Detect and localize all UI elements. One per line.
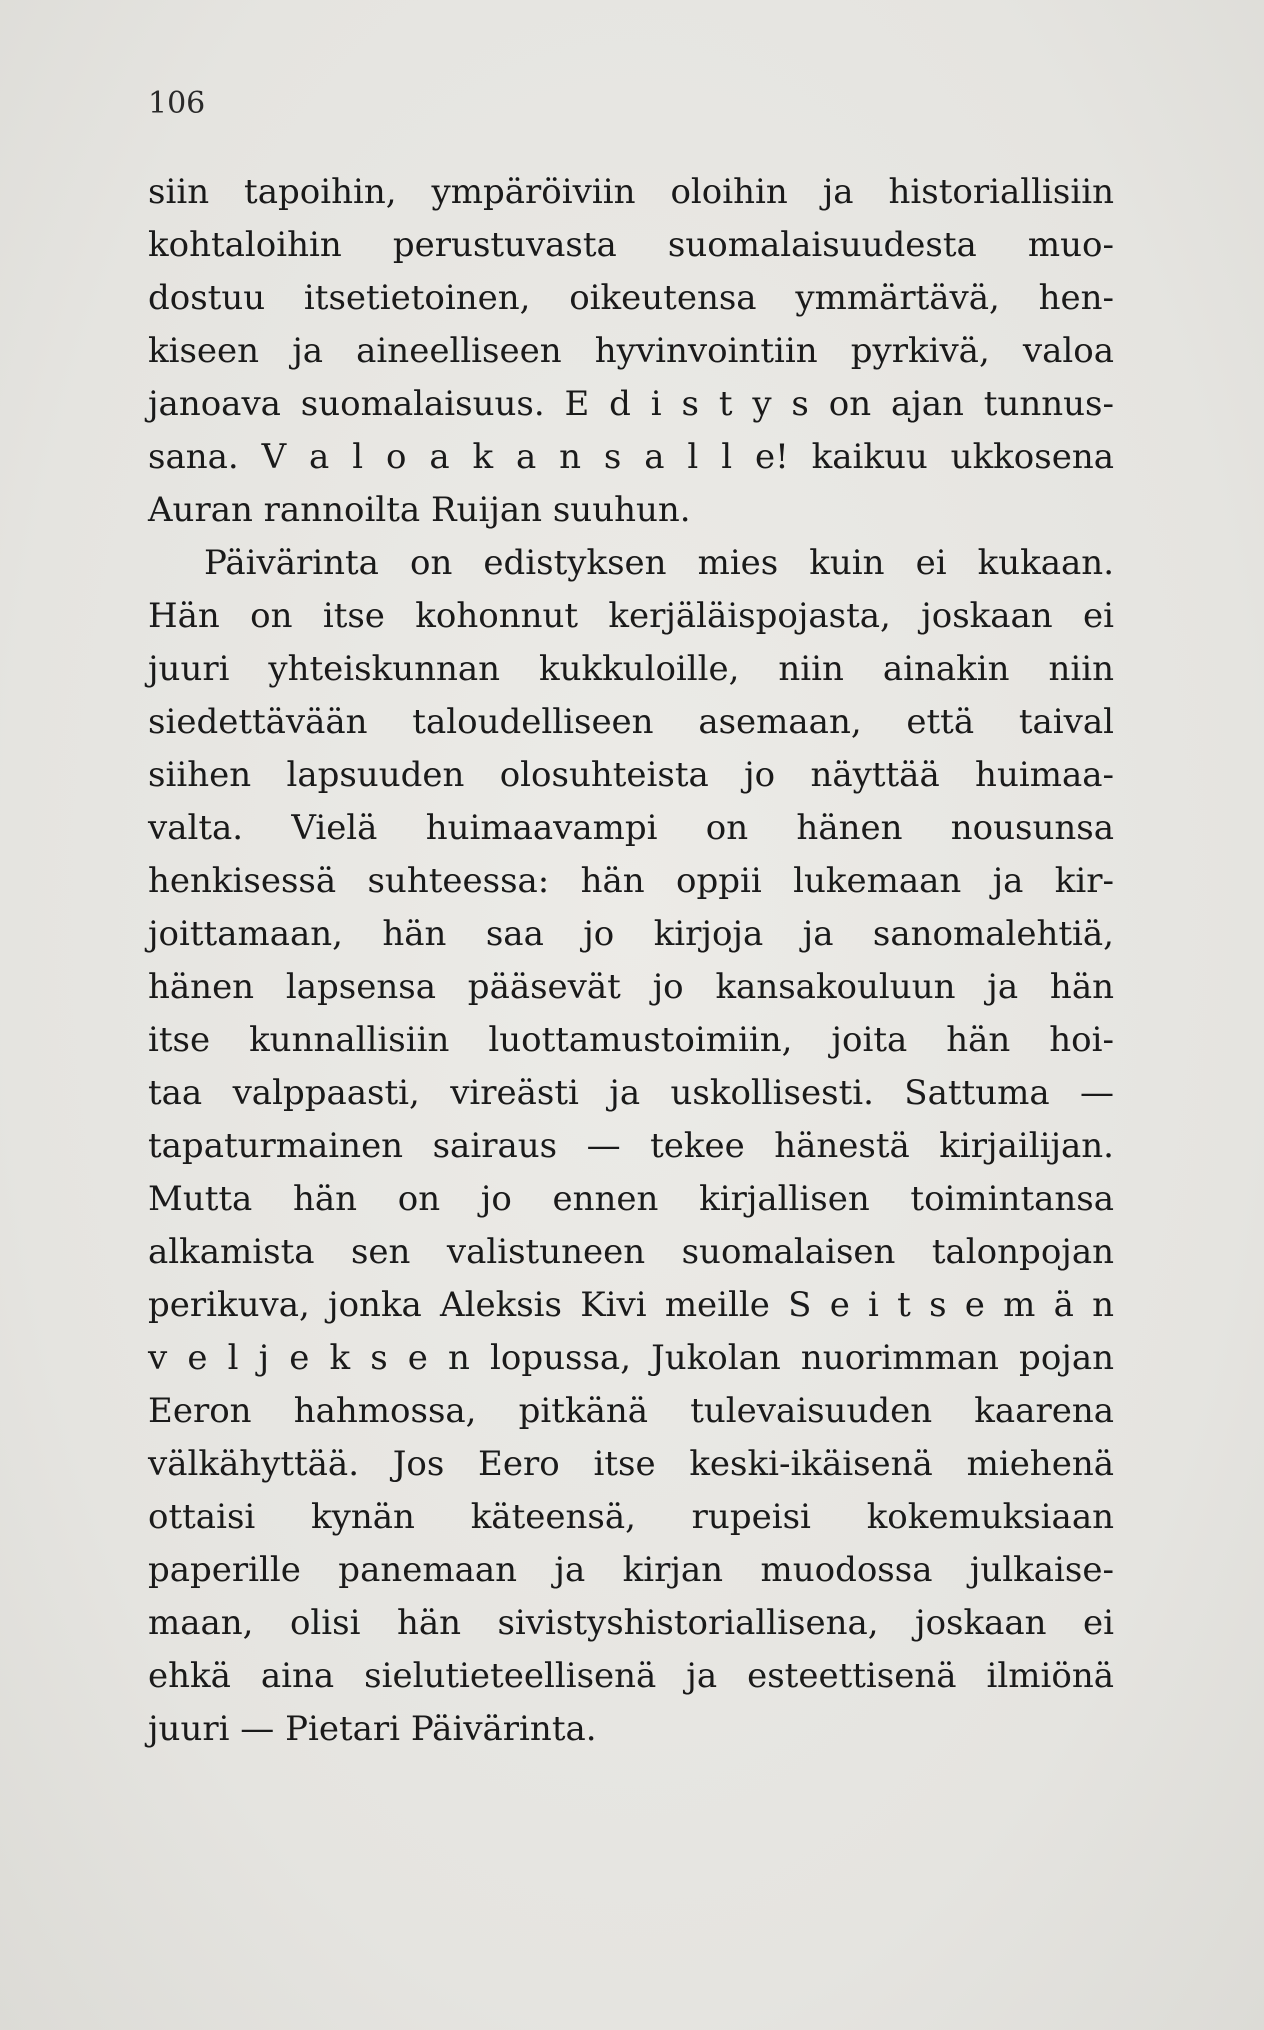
page-number: 106 bbox=[148, 86, 206, 121]
text-line: Auran rannoilta Ruijan suuhun. bbox=[148, 490, 691, 530]
text-line: joittamaan, hän saa jo kirjoja ja sanomalehtiä, bbox=[148, 914, 1114, 954]
body-text bbox=[148, 166, 1114, 1756]
text-line: juuri yhteiskunnan kukkuloille, niin ainakin niin bbox=[148, 649, 1114, 689]
text-line: kiseen ja aineelliseen hyvinvointiin pyrkivä, valoa bbox=[148, 331, 1114, 371]
text-line: perikuva, jonka Aleksis Kivi meille S e i t s e m ä n bbox=[148, 1285, 1114, 1325]
text-line: Mutta hän on jo ennen kirjallisen toimintansa bbox=[148, 1179, 1114, 1219]
text-line: ehkä aina sielutieteellisenä ja esteettisenä ilmiönä bbox=[148, 1656, 1114, 1696]
text-line: siin tapoihin, ympäröiviin oloihin ja historiallisiin bbox=[148, 172, 1114, 212]
text-line: Päivärinta on edistyksen mies kuin ei kukaan. bbox=[204, 543, 1114, 583]
text-line: Eeron hahmossa, pitkänä tulevaisuuden kaarena bbox=[148, 1391, 1114, 1431]
text-line: Hän on itse kohonnut kerjäläispojasta, joskaan ei bbox=[148, 596, 1114, 636]
text-line: hänen lapsensa pääsevät jo kansakouluun ja hän bbox=[148, 967, 1114, 1007]
text-line: dostuu itsetietoinen, oikeutensa ymmärtävä, hen- bbox=[148, 278, 1114, 318]
text-line: taa valppaasti, vireästi ja uskollisesti. Sattuma — bbox=[148, 1073, 1114, 1113]
text-line: kohtaloihin perustuvasta suomalaisuudesta muo- bbox=[148, 225, 1114, 265]
text-line: alkamista sen valistuneen suomalaisen talonpojan bbox=[148, 1232, 1114, 1272]
text-line: v e l j e k s e n lopussa, Jukolan nuorimman pojan bbox=[148, 1338, 1114, 1378]
text-line: henkisessä suhteessa: hän oppii lukemaan ja kir- bbox=[148, 861, 1114, 901]
text-line: valta. Vielä huimaavampi on hänen nousunsa bbox=[148, 808, 1114, 848]
text-line: janoava suomalaisuus. E d i s t y s on ajan tunnus- bbox=[148, 384, 1114, 424]
text-line: paperille panemaan ja kirjan muodossa julkaise- bbox=[148, 1550, 1114, 1590]
text-line: maan, olisi hän sivistyshistoriallisena, joskaan ei bbox=[148, 1603, 1114, 1643]
text-line: itse kunnallisiin luottamustoimiin, joita hän hoi- bbox=[148, 1020, 1114, 1060]
text-line: siedettävään taloudelliseen asemaan, että taival bbox=[148, 702, 1114, 742]
text-line: ottaisi kynän käteensä, rupeisi kokemuksiaan bbox=[148, 1497, 1114, 1537]
text-line: tapaturmainen sairaus — tekee hänestä kirjailijan. bbox=[148, 1126, 1114, 1166]
text-line: siihen lapsuuden olosuhteista jo näyttää huimaa- bbox=[148, 755, 1114, 795]
text-line: sana. V a l o a k a n s a l l e! kaikuu ukkosena bbox=[148, 437, 1114, 477]
text-line: juuri — Pietari Päivärinta. bbox=[148, 1709, 597, 1749]
text-line: välkähyttää. Jos Eero itse keski-ikäisenä miehenä bbox=[148, 1444, 1114, 1484]
